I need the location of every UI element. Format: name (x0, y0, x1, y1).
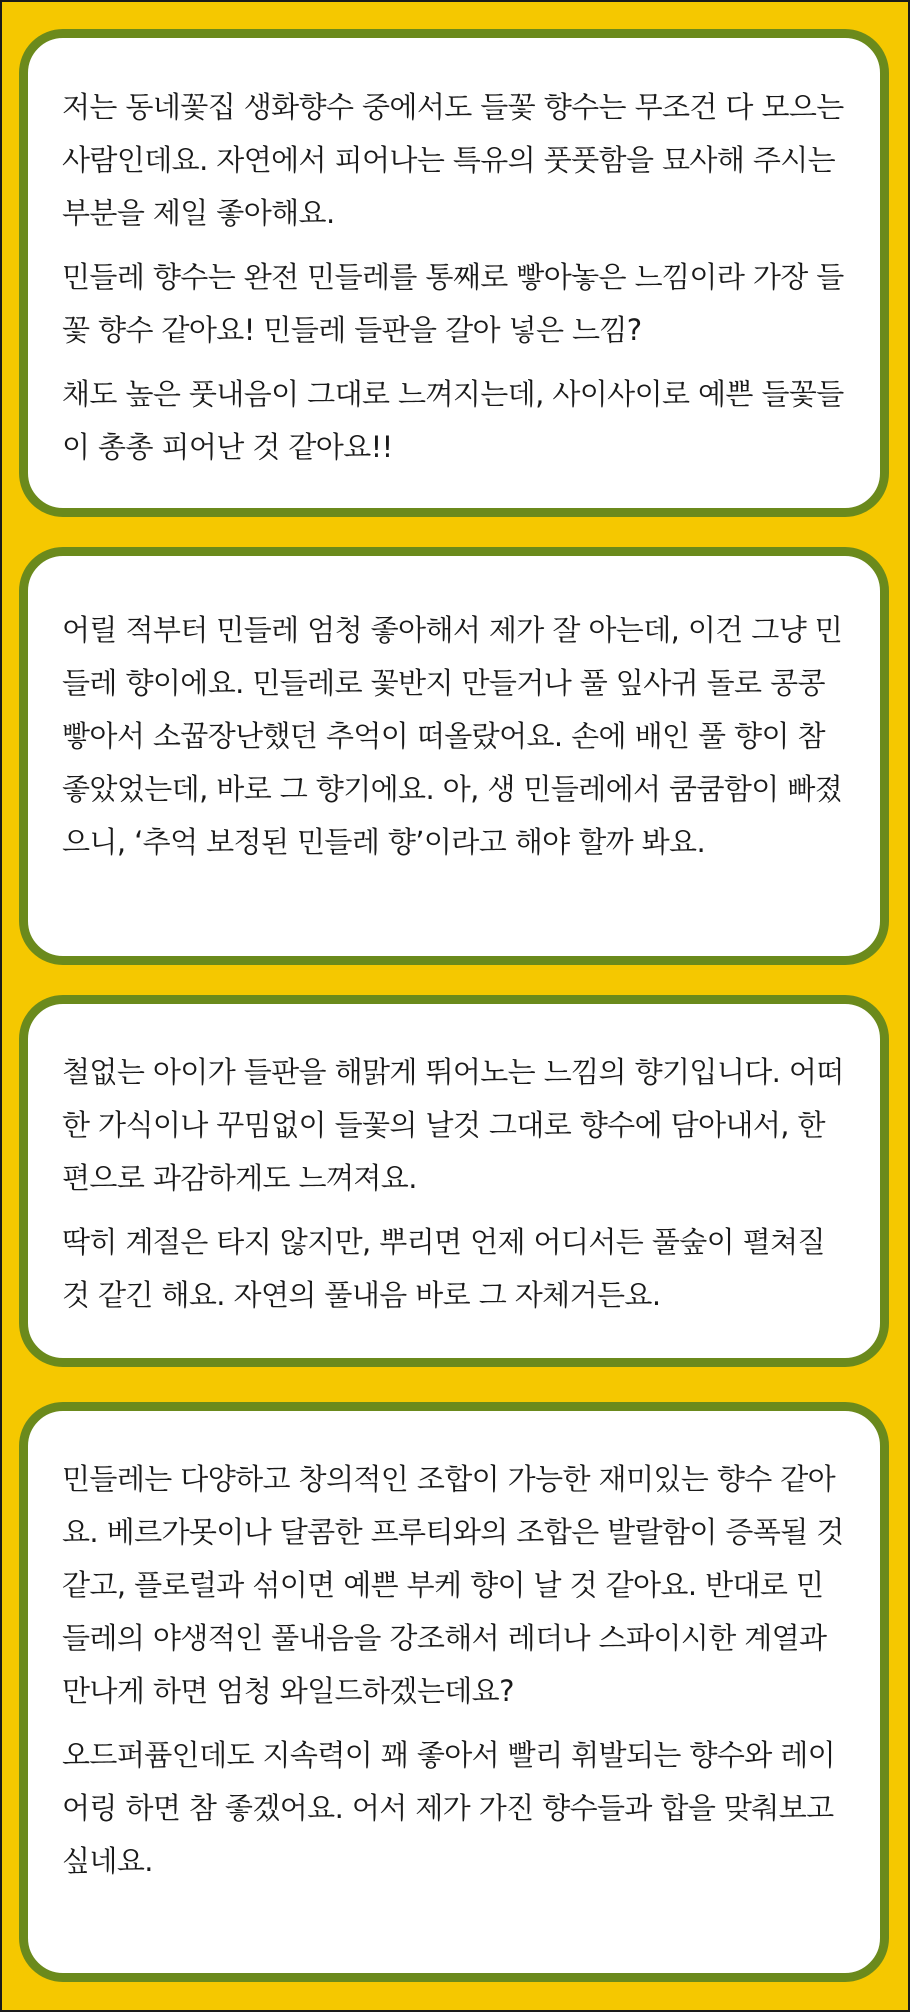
review-card (19, 547, 889, 965)
review-paragraph: 어릴 적부터 민들레 엄청 좋아해서 제가 잘 아는데, 이건 그냥 민들레 향이에요. 민들레로 꽃반지 만들거나 풀 잎사귀 돌로 콩콩 빻아서 소꿉장난했던 추억이 떠올랐어요. 손에 배인 풀 향이 참 좋았었는데, 바로 그 향기에요. 아, 생 민들레에서 쿰쿰함이 빠졌으니, ‘추억 보정된 민들레 향’이라고 해야 할까 봐요. (62, 613, 843, 859)
review-card (19, 1402, 889, 1982)
review-page (2, 2, 908, 2010)
review-card (19, 29, 889, 517)
review-card (19, 995, 889, 1367)
review-paragraph: 민들레 향수는 완전 민들레를 통째로 빻아놓은 느낌이라 가장 들꽃 향수 같아요! 민들레 들판을 갈아 넣은 느낌? (62, 260, 844, 347)
review-paragraph: 딱히 계절은 타지 않지만, 뿌리면 언제 어디서든 풀숲이 펼쳐질 것 같긴 해요. 자연의 풀내음 바로 그 자체거든요. (62, 1225, 825, 1312)
review-paragraph: 민들레는 다양하고 창의적인 조합이 가능한 재미있는 향수 같아요. 베르가못이나 달콤한 프루티와의 조합은 발랄함이 증폭될 것 같고, 플로럴과 섞이면 예쁜 부케 향이 날 것 같아요. 반대로 민들레의 야생적인 풀내음을 강조해서 레더나 스파이시한 계열과 만나게 하면 엄청 와일드하겠는데요? (62, 1462, 844, 1708)
review-paragraph: 채도 높은 풋내음이 그대로 느껴지는데, 사이사이로 예쁜 들꽃들이 총총 피어난 것 같아요!! (62, 377, 844, 464)
review-paragraph: 철없는 아이가 들판을 해맑게 뛰어노는 느낌의 향기입니다. 어떠한 가식이나 꾸밈없이 들꽃의 날것 그대로 향수에 담아내서, 한편으로 과감하게도 느껴져요. (62, 1055, 844, 1195)
review-paragraph: 저는 동네꽃집 생화향수 중에서도 들꽃 향수는 무조건 다 모으는 사람인데요. 자연에서 피어나는 특유의 풋풋함을 묘사해 주시는 부분을 제일 좋아해요. (62, 90, 844, 230)
review-paragraph: 오드퍼퓸인데도 지속력이 꽤 좋아서 빨리 휘발되는 향수와 레이어링 하면 참 좋겠어요. 어서 제가 가진 향수들과 합을 맞춰보고 싶네요. (62, 1738, 836, 1878)
